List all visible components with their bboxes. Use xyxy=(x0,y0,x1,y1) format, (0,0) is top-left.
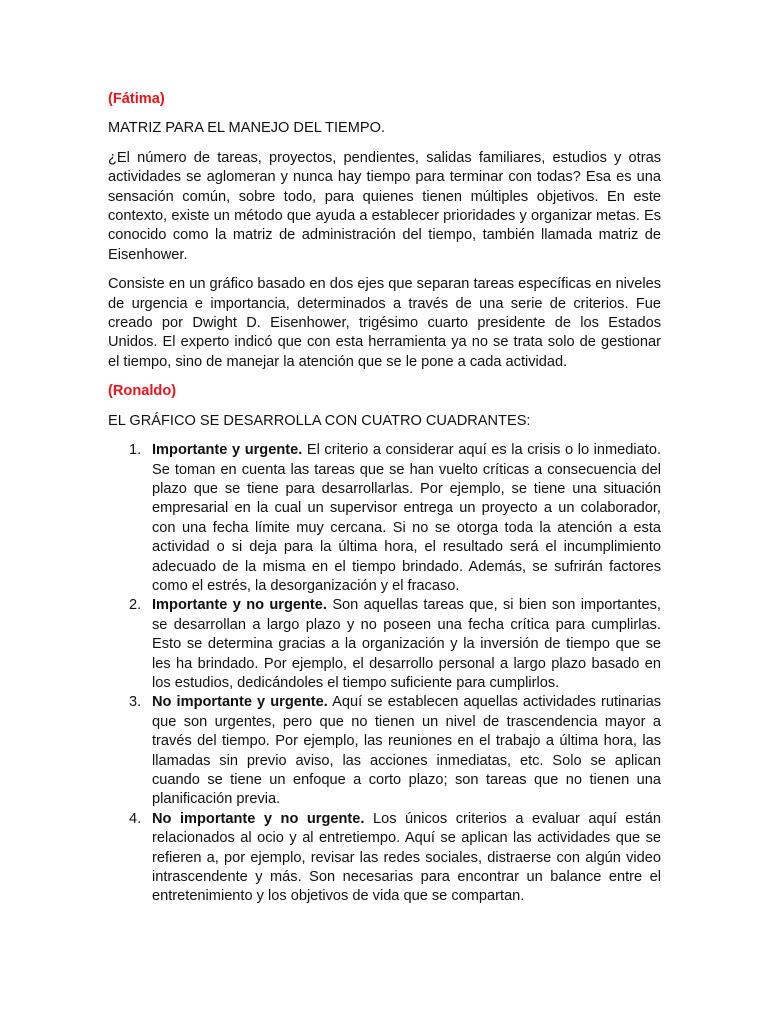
list-number: 3. xyxy=(129,694,142,711)
quadrant-list xyxy=(108,441,661,907)
speaker-label-ronaldo: (Ronaldo) xyxy=(108,383,177,400)
quadrant-term: Importante y urgente. xyxy=(152,442,303,459)
quadrant-term: Importante y no urgente. xyxy=(152,597,327,614)
list-number: 1. xyxy=(129,442,142,459)
quadrant-item-3 xyxy=(108,693,661,809)
quadrant-text: Los únicos criterios a evaluar aquí están relacionados al ocio y al entretiempo. Aquí se aplican las actividades que se refieren a, por ejemplo, revisar las redes sociales, distraerse con algún video intrascendente y más. Son necesarias para encontrar un balance entre el entretenimiento y los objetivos de vida que se compartan. xyxy=(152,810,661,905)
description-paragraph: Consiste en un gráfico basado en dos ejes que separan tareas específicas en niveles de urgencia e importancia, determinados a través de una serie de criterios. Fue creado por Dwight D. Eisenhower, trigésimo cuarto presidente de los Estados Unidos. El experto indicó que con esta herramienta ya no se trata solo de gestionar el tiempo, sino de manejar la atención que se le pone a cada actividad. xyxy=(108,276,661,370)
speaker-label-fatima: (Fátima) xyxy=(108,91,165,107)
intro-paragraph: ¿El número de tareas, proyectos, pendientes, salidas familiares, estudios y otras actividades se aglomeran y nunca hay tiempo para terminar con todas? Esa es una sensación común, sobre todo, para quienes tienen múltiples objetivos. En este contexto, existe un método que ayuda a establecer prioridades y organizar metas. Es conocido como la matriz de administración del tiempo, también llamada matriz de Eisenhower. xyxy=(108,149,661,263)
quadrant-item-2 xyxy=(108,596,661,693)
section-heading-quadrants: EL GRÁFICO SE DESARROLLA CON CUATRO CUADRANTES: xyxy=(108,412,531,429)
document-page xyxy=(108,90,661,907)
quadrant-text: El criterio a considerar aquí es la crisis o lo inmediato. Se toman en cuenta las tareas que se han vuelto críticas a consecuencia del plazo que se tiene para desarrollarlas. Por ejemplo, se tiene una situación empresarial en la cual un supervisor entrega un proyecto a un colaborador, con una fecha límite muy cercana. Si no se otorga toda la atención a esta actividad o si deja para la última hora, el resultado será el incumplimiento adecuado de la misma en el tiempo brindado. Además, se sufrirán factores como el estrés, la desorganización y el fracaso. xyxy=(152,442,662,594)
quadrant-text: Son aquellas tareas que, si bien son importantes, se desarrollan a largo plazo y no poseen una fecha crítica para cumplirlas. Esto se determina gracias a la organización y la inversión de tiempo que se les ha brindado. Por ejemplo, el desarrollo personal a largo plazo basado en los estudios, dedicándoles el tiempo suficiente para cumplirlos. xyxy=(152,597,661,691)
quadrant-term: No importante y urgente. xyxy=(152,694,328,711)
section-heading-matrix: MATRIZ PARA EL MANEJO DEL TIEMPO. xyxy=(108,120,386,137)
list-number: 4. xyxy=(129,810,142,827)
quadrant-item-4 xyxy=(108,810,661,907)
list-number: 2. xyxy=(129,597,142,614)
quadrant-item-1 xyxy=(108,441,661,596)
quadrant-term: No importante y no urgente. xyxy=(152,810,365,827)
quadrant-text: Aquí se establecen aquellas actividades rutinarias que son urgentes, pero que no tienen un nivel de trascendencia mayor a través del tiempo. Por ejemplo, las reuniones en el trabajo a última hora, las llamadas sin previo aviso, las acciones inmediatas, etc. Solo se aplican cuando se tiene un enfoque a corto plazo; son tareas que no tienen una planificación previa. xyxy=(152,694,661,808)
